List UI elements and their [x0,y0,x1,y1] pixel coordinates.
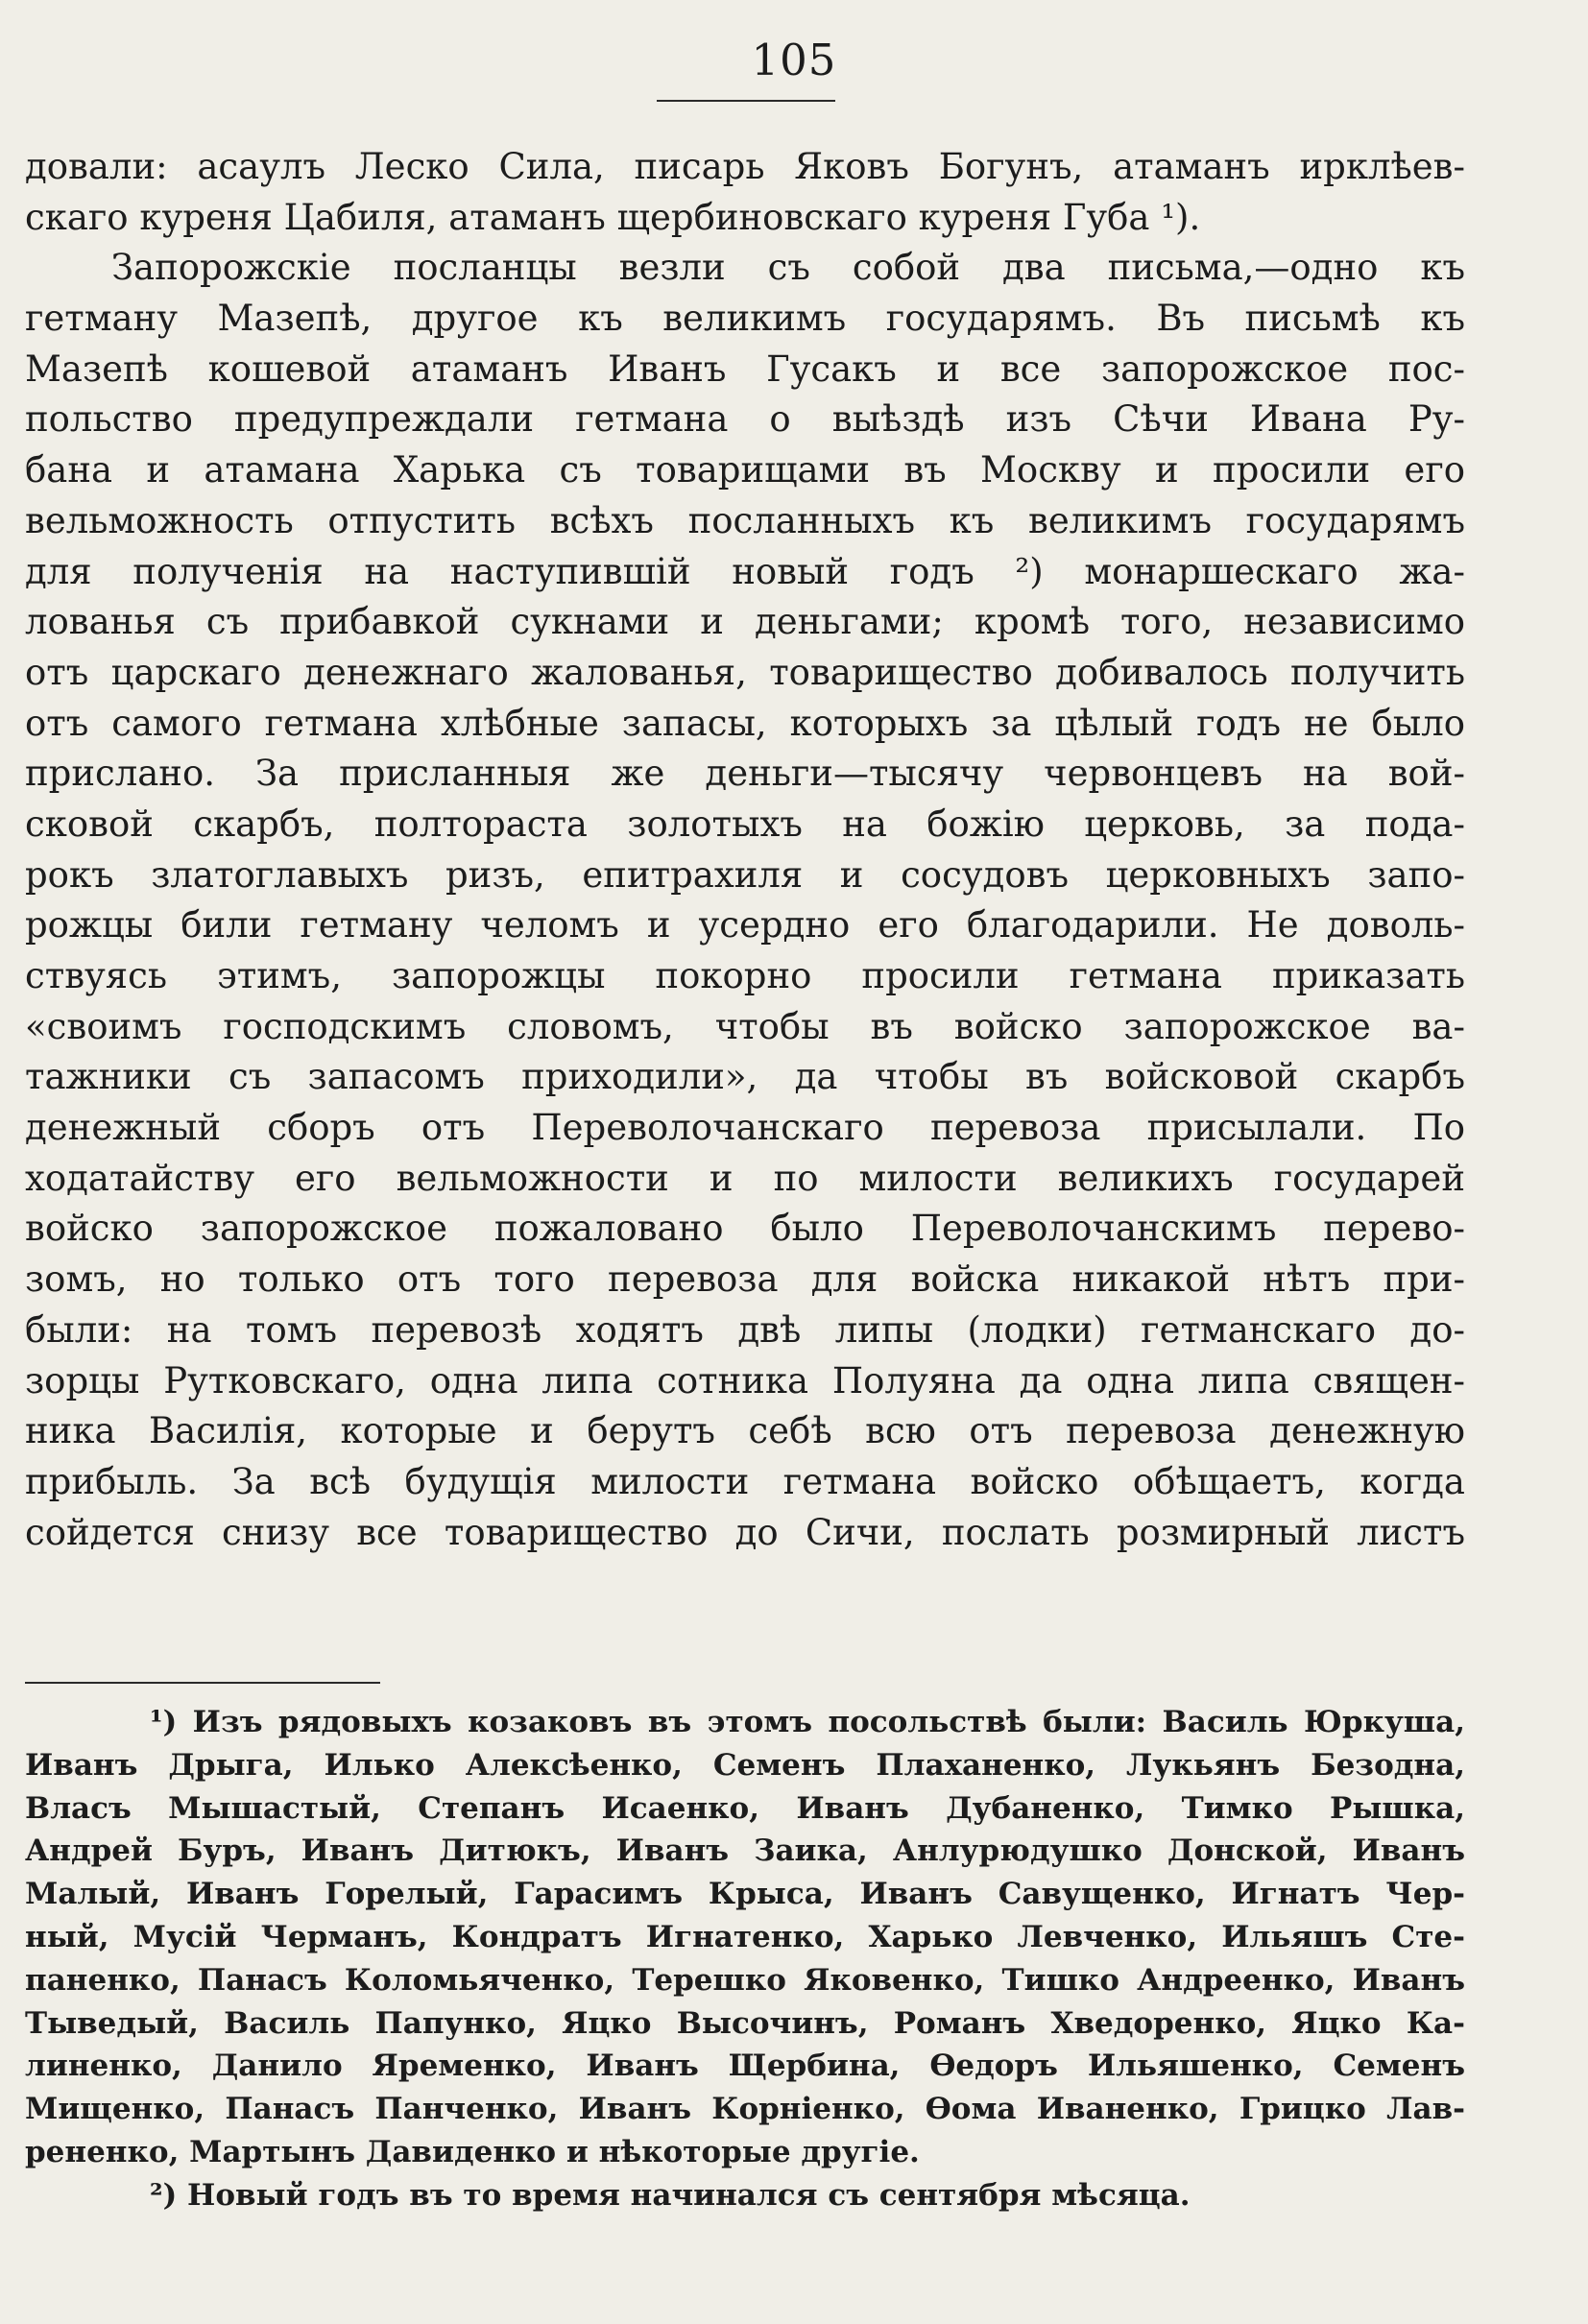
body-line: зорцы Рутковскаго, одна липа сотника Полуяна да одна липа священ- [25,1359,1465,1402]
body-line: Запорожскіе посланцы везли съ собой два письма,—одно къ [111,247,1465,289]
body-line: сковой скарбъ, полтораста золотыхъ на божію церковь, за пода- [25,803,1465,845]
footnote-line: Андрей Буръ, Иванъ Дитюкъ, Иванъ Заика, Анлурюдушко Донской, Иванъ [25,1833,1465,1869]
body-line: тажники съ запасомъ приходили», да чтобы въ войсковой скарбъ [25,1056,1465,1098]
footnote-line: Мищенко, Панасъ Панченко, Иванъ Корніенко, Ѳома Иваненко, Грицко Лав- [25,2092,1465,2127]
footnote-line: Власъ Мышастый, Степанъ Исаенко, Иванъ Дубаненко, Тимко Рышка, [25,1790,1465,1826]
body-line: ходатайству его вельможности и по милости великихъ государей [25,1157,1465,1199]
body-line: гетману Мазепѣ, другое къ великимъ государямъ. Въ письмѣ къ [25,298,1465,340]
body-line: вельможность отпустить всѣхъ посланныхъ къ великимъ государямъ [25,499,1465,541]
body-line: сойдется снизу все товарищество до Сичи, послать розмирный листъ [25,1511,1465,1553]
footnote-line: Малый, Иванъ Горелый, Гарасимъ Крыса, Иванъ Савущенко, Игнатъ Чер- [25,1877,1465,1912]
body-line: денежный сборъ отъ Переволочанскаго перевоза присылали. По [25,1107,1465,1149]
footnote-line: ный, Мусій Черманъ, Кондратъ Игнатенко, Харько Левченко, Ильяшъ Сте- [25,1919,1465,1954]
body-line: рожцы били гетману челомъ и усердно его благодарили. Не доволь- [25,904,1465,946]
body-line: ника Василія, которые и берутъ себѣ всю отъ перевоза денежную [25,1410,1465,1452]
body-line: были: на томъ перевозѣ ходятъ двѣ липы (лодки) гетманскаго до- [25,1308,1465,1351]
body-line: отъ самого гетмана хлѣбные запасы, которыхъ за цѣлый годъ не было [25,702,1465,744]
footnote-line: паненко, Панасъ Коломьяченко, Терешко Яковенко, Тишко Андреенко, Иванъ [25,1962,1465,1998]
body-line: прибыль. За всѣ будущія милости гетмана войско обѣщаетъ, когда [25,1460,1465,1502]
page-number: 105 [751,35,837,85]
body-line: ствуясь этимъ, запорожцы покорно просили гетмана приказать [25,955,1465,996]
footnote-rule [25,1682,380,1684]
footnote-line: ²) Новый годъ въ то время начинался съ сентября мѣсяца. [150,2177,1191,2213]
body-line: лованья съ прибавкой сукнами и деньгами; кромѣ того, независимо [25,601,1465,643]
page-number-rule [657,100,835,102]
footnote-line: Иванъ Дрыга, Илько Алексѣенко, Семенъ Плаханенко, Лукьянъ Безодна, [25,1747,1465,1783]
body-line: Мазепѣ кошевой атаманъ Иванъ Гусакъ и все запорожское пос- [25,347,1465,390]
footnote-line: ¹) Изъ рядовыхъ козаковъ въ этомъ посольствѣ были: Василь Юркуша, [150,1705,1465,1739]
body-line: скаго куреня Цабиля, атаманъ щербиновскаго куреня Губа ¹). [25,196,1201,238]
footnote-line: рененко, Мартынъ Давиденко и нѣкоторые другіе. [25,2134,920,2169]
body-line: «своимъ господскимъ словомъ, чтобы въ войско запорожское ва- [25,1005,1465,1047]
body-text [25,142,1465,1558]
footnotes [25,1701,1465,2217]
body-line: довали: асаулъ Леско Сила, писарь Яковъ Богунъ, атаманъ ирклѣев- [25,146,1465,187]
body-line: отъ царскаго денежнаго жалованья, товарищество добивалось получить [25,651,1465,693]
footnote-line: Тыведый, Василь Папунко, Яцко Высочинъ, Романъ Хведоренко, Яцко Ка- [25,2005,1465,2041]
footnote-line: линенко, Данило Яременко, Иванъ Щербина, Ѳедоръ Ильяшенко, Семенъ [25,2048,1465,2084]
body-line: прислано. За присланныя же деньги—тысячу червонцевъ на вой- [25,753,1465,795]
body-line: рокъ златоглавыхъ ризъ, епитрахиля и сосудовъ церковныхъ запо- [25,853,1465,896]
body-line: польство предупреждали гетмана о выѣздѣ изъ Сѣчи Ивана Ру- [25,398,1465,441]
body-line: бана и атамана Харька съ товарищами въ Москву и просили его [25,449,1465,491]
body-line: для полученія на наступившій новый годъ ²) монаршескаго жа- [25,550,1465,592]
body-line: войско запорожское пожаловано было Переволочанскимъ перево- [25,1208,1465,1250]
body-line: зомъ, но только отъ того перевоза для войска никакой нѣтъ при- [25,1258,1465,1301]
